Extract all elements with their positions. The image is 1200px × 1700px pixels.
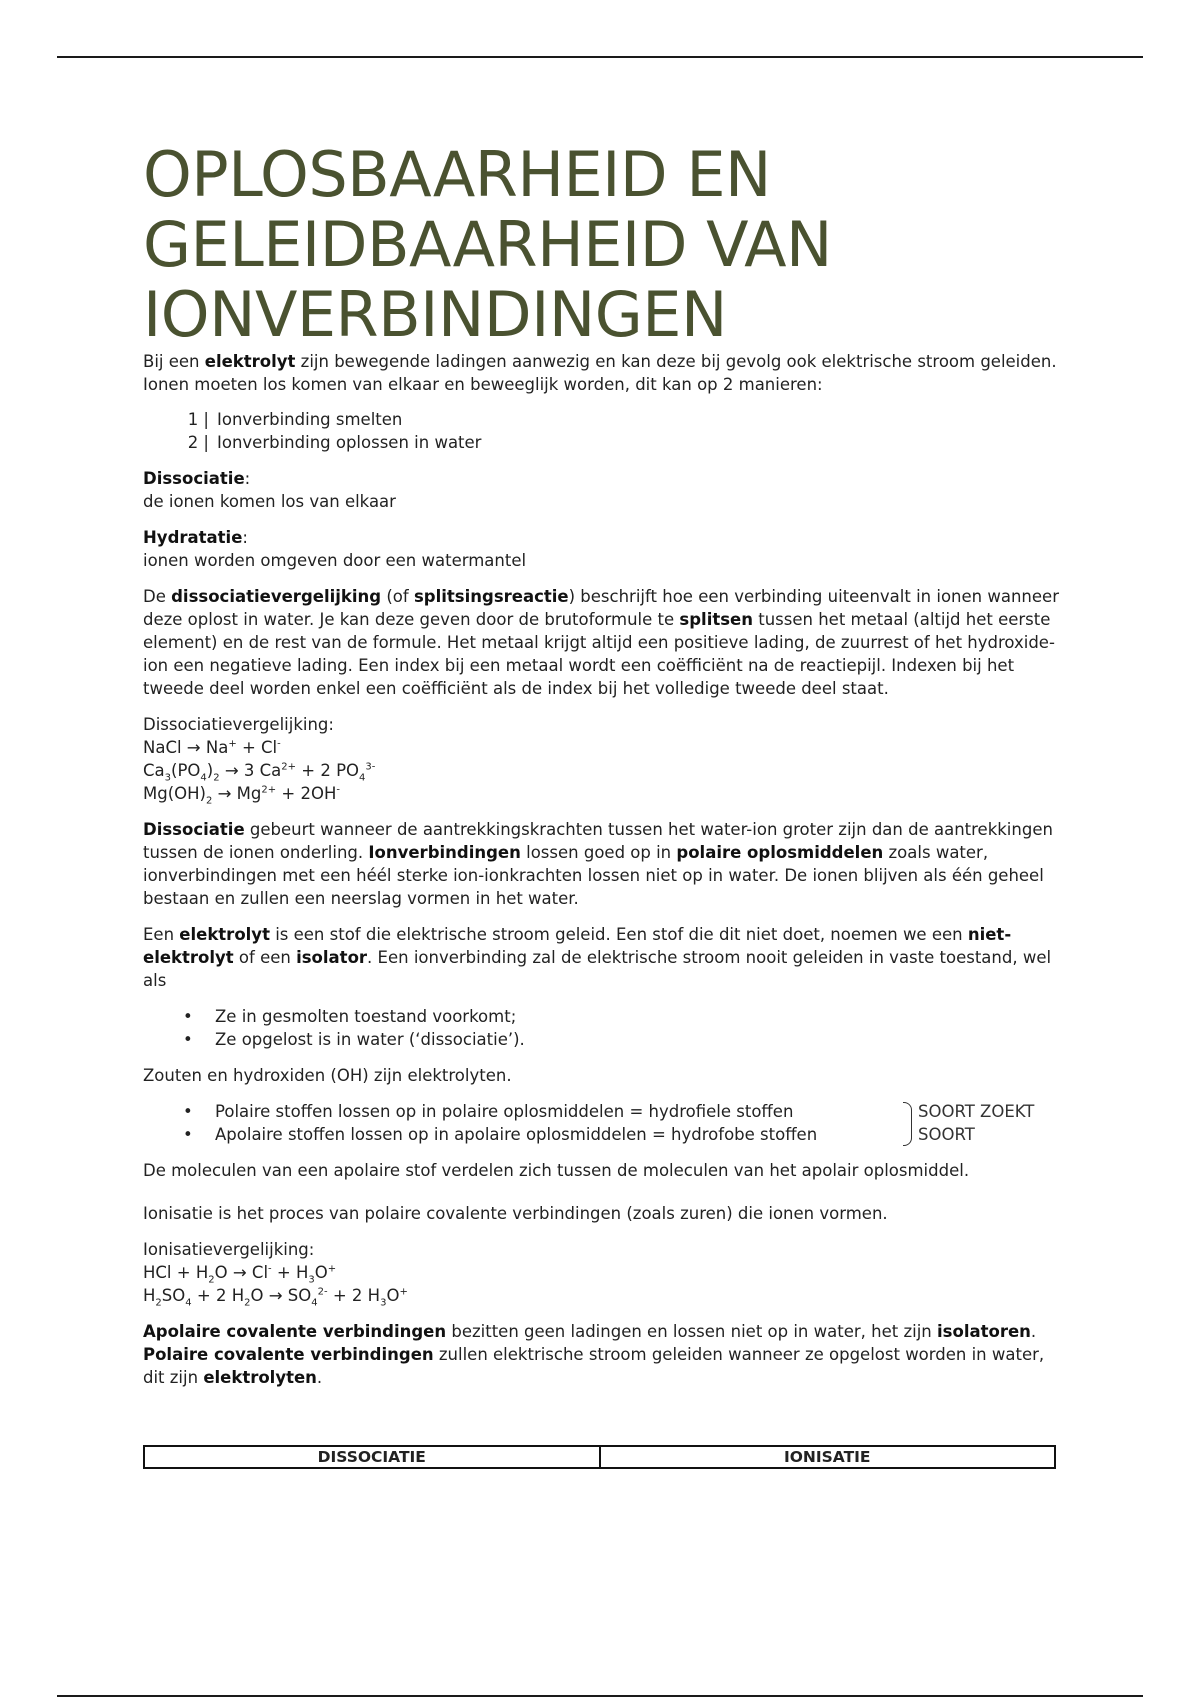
top-rule xyxy=(57,56,1143,58)
table-header-ionisatie: IONISATIE xyxy=(600,1446,1056,1468)
dissociation-equations: Dissociatievergelijking: NaCl → Na+ + Cl- $Ca_3(PO_4)_2 \to 3$ $Ca^{2+} + 2$ $PO_4^{3-}$ $Mg(OH)_2 \to Mg^{2+} + 2OH^-$ xyxy=(143,713,1063,805)
apolair-line: De moleculen van een apolaire stof verdelen zich tussen de moleculen van het apolair oplosmiddel. xyxy=(143,1161,970,1180)
table-header-dissociatie: DISSOCIATIE xyxy=(144,1446,600,1468)
bullet-list-conditions xyxy=(143,1005,1063,1051)
intro-paragraph: Bij een elektrolyt zijn bewegende ladingen aanwezig en kan deze bij gevolg ook elektrische stroom geleiden. Ionen moeten los komen van elkaar en beweeglijk worden, dit kan op 2 manieren: xyxy=(143,352,1057,394)
equation-nacl: NaCl → Na+ + Cl- xyxy=(143,738,281,757)
ionisation-equations: Ionisatievergelijking: HCl + $H_2O \to Cl^- + H_3O^+$ $H_2SO_4 + 2$ $H_2O \to SO_4^{2-} + 2$ $H_3O^+$ xyxy=(143,1238,1063,1307)
equation-hcl: HCl + $H_2O \to Cl^- + H_3O^+$ xyxy=(143,1263,337,1286)
table-header-row xyxy=(144,1446,1055,1468)
dissociatie-explanation: Dissociatie gebeurt wanneer de aantrekkingskrachten tussen het water-ion groter zijn dan de aantrekkingen tussen de ionen onderling. Ionverbindingen lossen goed op in polaire oplosmiddelen zoals water, ionverbindingen met een héél sterke ion-ionkrachten lossen niet op in water. De ionen blijven als één geheel bestaan en zullen een neerslag vormen in het water. xyxy=(143,820,1053,908)
ionisatie-line: Ionisatie is het proces van polaire covalente verbindingen (zoals zuren) die ionen vormen. xyxy=(143,1204,888,1223)
numbered-list xyxy=(143,408,1063,454)
page-title: OPLOSBAARHEID EN GELEIDBAARHEID VAN IONVERBINDINGEN xyxy=(143,138,832,351)
zouten-line: Zouten en hydroxiden (OH) zijn elektrolyten. xyxy=(143,1066,512,1085)
list-item: • Ze in gesmolten toestand voorkomt; xyxy=(143,1005,1063,1028)
comparison-table xyxy=(143,1445,1056,1469)
dissociatie-definition: Dissociatie: de ionen komen los van elkaar xyxy=(143,469,396,511)
bottom-rule xyxy=(57,1695,1143,1697)
list-item: • Polaire stoffen lossen op in polaire oplosmiddelen = hydrofiele stoffen xyxy=(143,1100,1063,1123)
equation-calcium-phosphate: $Ca_3(PO_4)_2 \to 3$ $Ca^{2+} + 2$ $PO_4^{3-}$ xyxy=(143,761,376,784)
document-body xyxy=(143,140,1063,1469)
list-item: 2 | Ionverbinding oplossen in water xyxy=(187,433,482,452)
list-item: • Apolaire stoffen lossen op in apolaire oplosmiddelen = hydrofobe stoffen xyxy=(143,1123,1063,1146)
equation-magnesium-hydroxide: $Mg(OH)_2 \to Mg^{2+} + 2OH^-$ xyxy=(143,784,340,807)
list-item: • Ze opgelost is in water (‘dissociatie’). xyxy=(143,1028,1063,1051)
equation-sulfuric-acid: $H_2SO_4 + 2$ $H_2O \to SO_4^{2-} + 2$ $H_3O^+$ xyxy=(143,1286,408,1309)
soort-zoekt-soort-block xyxy=(143,1100,1063,1146)
soort-zoekt-soort-label: SOORT ZOEKT SOORT xyxy=(918,1102,1035,1144)
covalent-paragraph: Apolaire covalente verbindingen bezitten geen ladingen en lossen niet op in water, het zijn isolatoren. Polaire covalente verbindingen zullen elektrische stroom geleiden wanneer ze opgelost worden in water, dit zijn elektrolyten. xyxy=(143,1322,1045,1387)
dissociatievergelijking-paragraph: De dissociatievergelijking (of splitsingsreactie) beschrijft hoe een verbinding uiteenvalt in ionen wanneer deze oplost in water. Je kan deze geven door de brutoformule te splitsen tussen het metaal (altijd het eerste element) en de rest van de formule. Het metaal krijgt altijd een positieve lading, de zuurrest of het hydroxide-ion een negatieve lading. Een index bij een metaal wordt een coëfficiënt na de reactiepijl. Indexen bij het tweede deel worden enkel een coëfficiënt als de index bij het volledige tweede deel staat. xyxy=(143,587,1059,698)
hydratatie-definition: Hydratatie: ionen worden omgeven door een watermantel xyxy=(143,528,527,570)
right-brace-icon xyxy=(903,1102,912,1146)
list-item: 1 | Ionverbinding smelten xyxy=(187,410,403,429)
elektrolyt-paragraph: Een elektrolyt is een stof die elektrische stroom geleid. Een stof die dit niet doet, noemen we een niet-elektrolyt of een isolator. Een ionverbinding zal de elektrische stroom nooit geleiden in vaste toestand, wel als xyxy=(143,925,1052,990)
